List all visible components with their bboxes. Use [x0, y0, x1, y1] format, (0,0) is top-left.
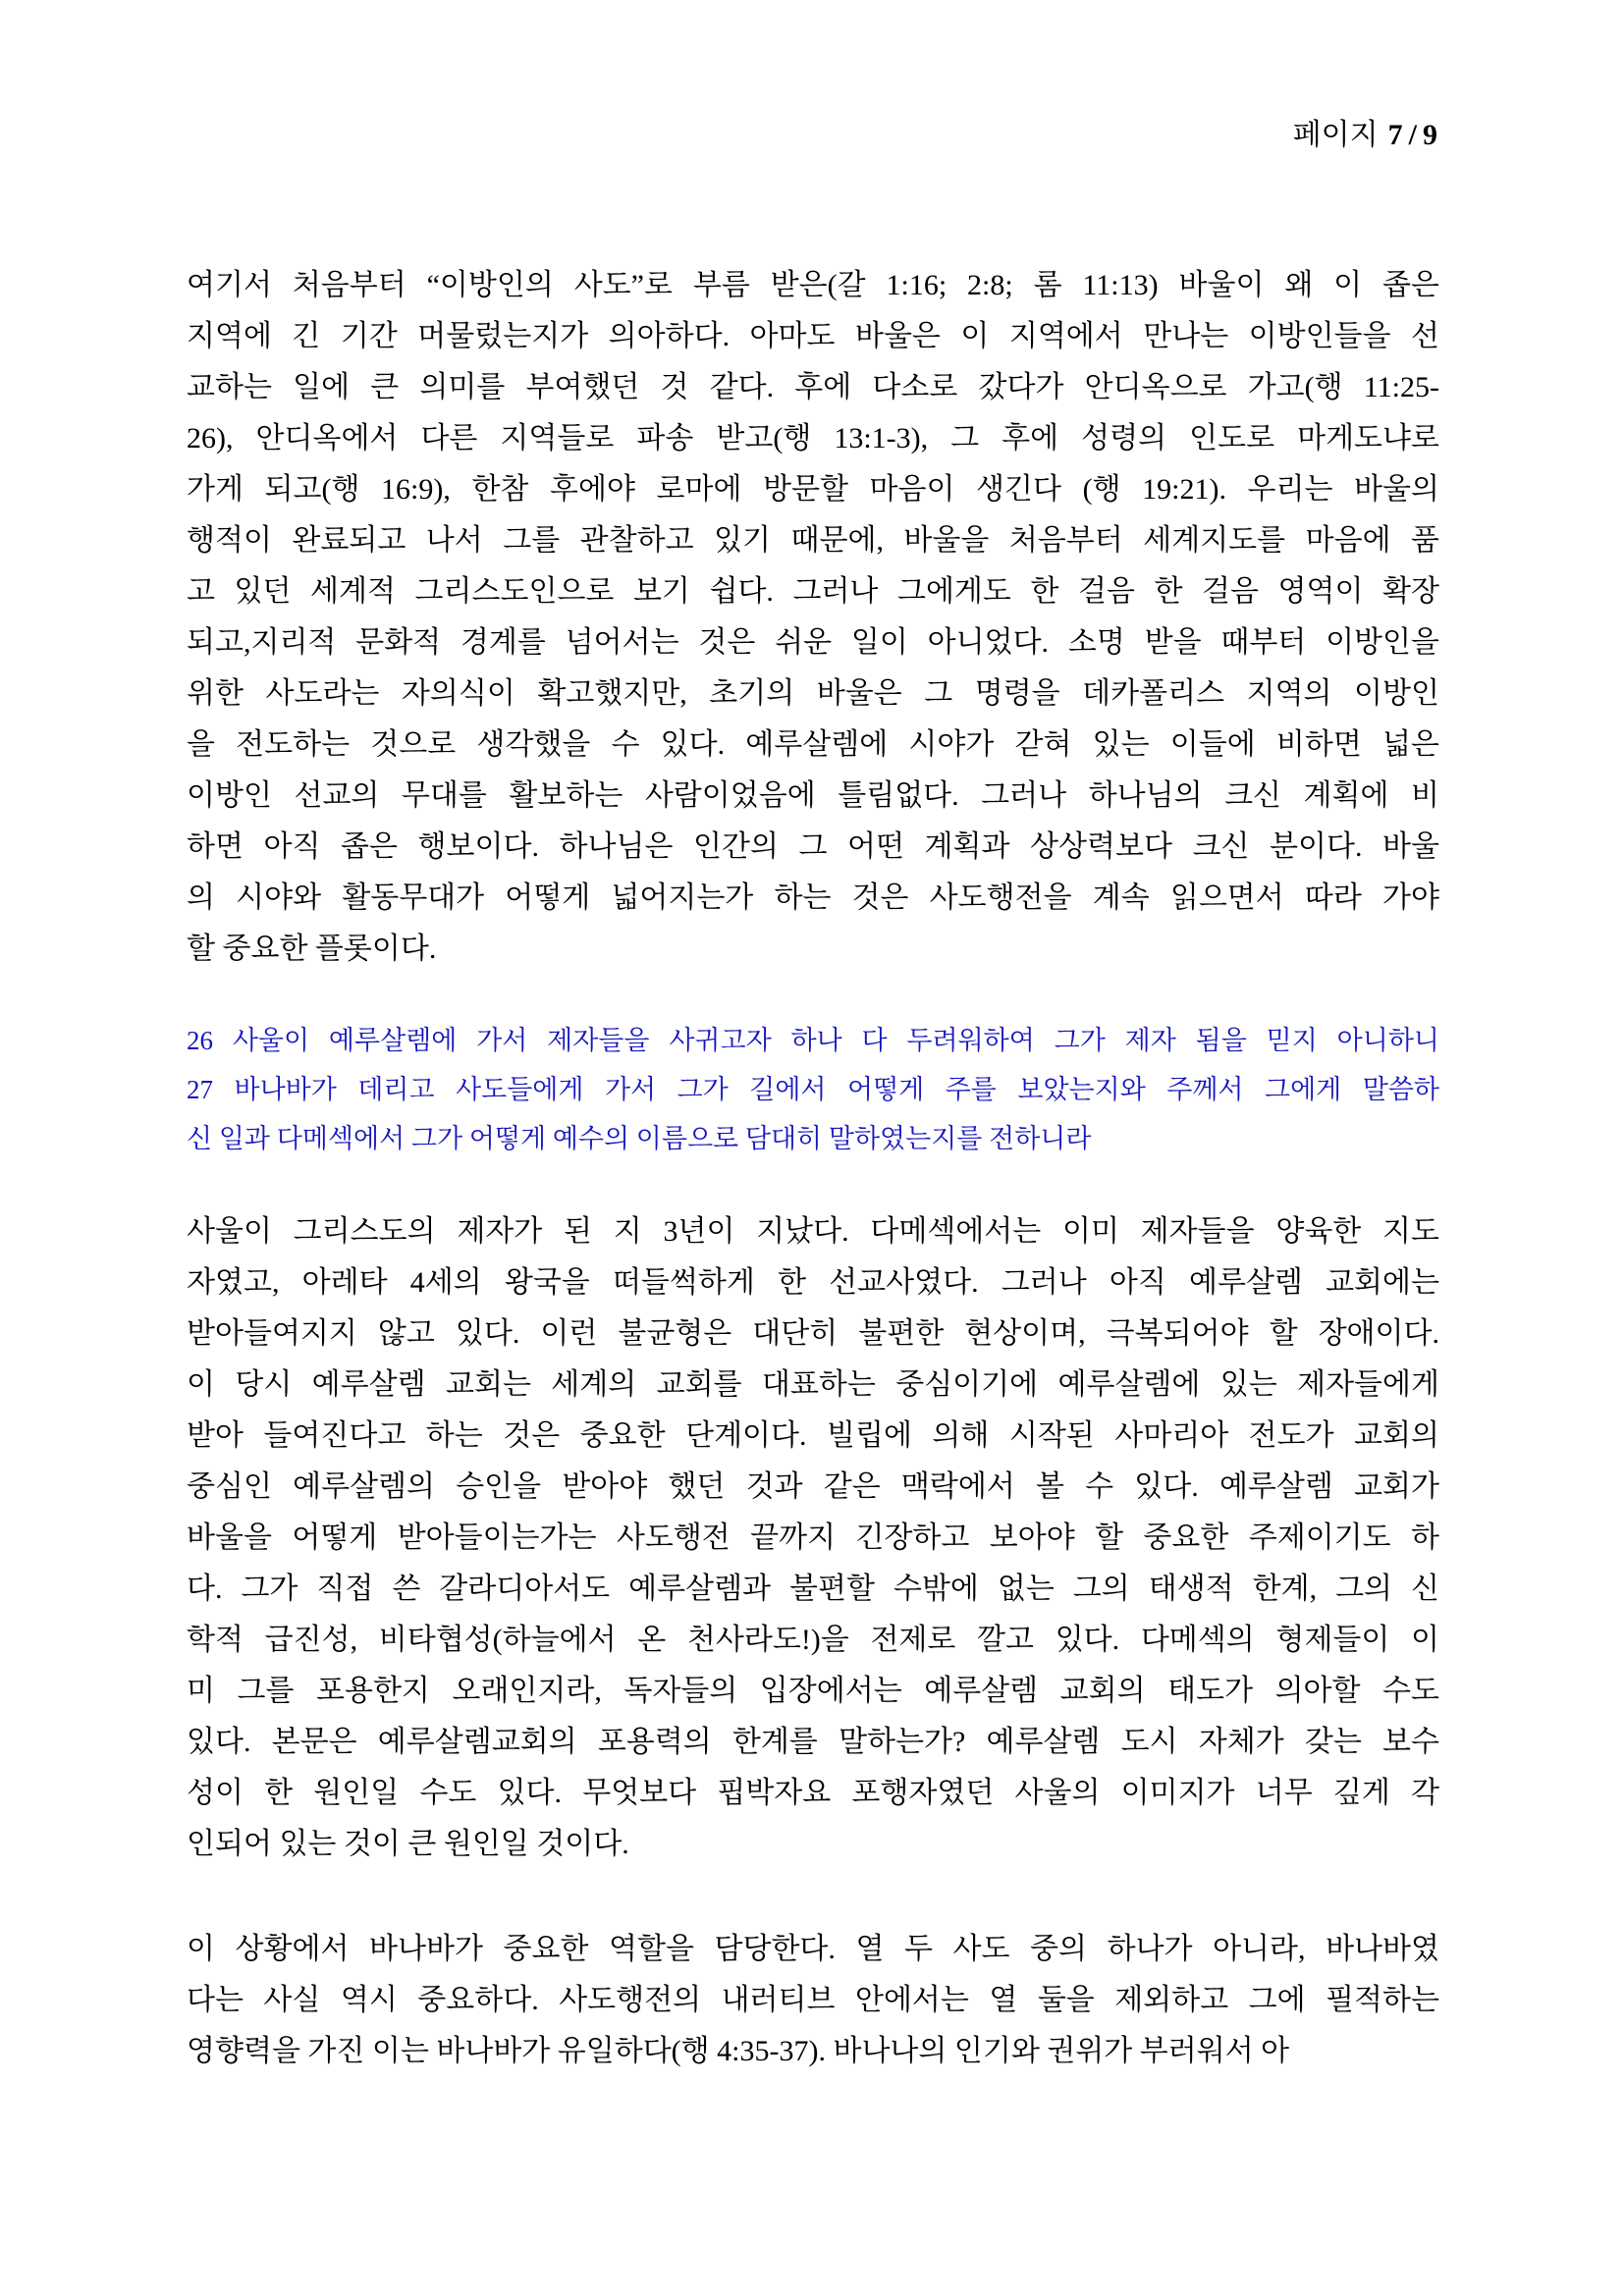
text-line: 26), 안디옥에서 다른 지역들로 파송 받고(행 13:1-3), 그 후에 성령의 인도로 마게도냐로	[187, 422, 1439, 454]
page-number-separator: /	[1408, 119, 1417, 151]
text-line: 인되어 있는 것이 큰 원인일 것이다.	[187, 1828, 629, 1860]
text-line: 고 있던 세계적 그리스도인으로 보기 쉽다. 그러나 그에게도 한 걸음 한 걸음 영역이 확장	[187, 575, 1439, 608]
page-label: 페이지	[1292, 119, 1379, 151]
text-line: 다는 사실 역시 중요하다. 사도행전의 내러티브 안에서는 열 둘을 제외하고 그에 필적하는	[187, 1984, 1439, 2016]
text-line: 다. 그가 직접 쓴 갈라디아서도 예루살렘과 불편할 수밖에 없는 그의 태생적 한계, 그의 신	[187, 1573, 1439, 1605]
text-line: 받아 들여진다고 하는 것은 중요한 단계이다. 빌립에 의해 시작된 사마리아 전도가 교회의	[187, 1419, 1439, 1452]
text-line: 교하는 일에 큰 의미를 부여했던 것 같다. 후에 다소로 갔다가 안디옥으로 가고(행 11:25-	[187, 371, 1439, 403]
text-line: 사울이 그리스도의 제자가 된 지 3년이 지났다. 다메섹에서는 이미 제자들을 양육한 지도	[187, 1215, 1439, 1248]
text-line: 하면 아직 좁은 행보이다. 하나님은 인간의 그 어떤 계획과 상상력보다 크신 분이다. 바울	[187, 830, 1439, 863]
text-line: 바울을 어떻게 받아들이는가는 사도행전 끝까지 긴장하고 보아야 할 중요한 주제이기도 하	[187, 1522, 1439, 1554]
text-line: 이방인 선교의 무대를 활보하는 사람이었음에 틀림없다. 그러나 하나님의 크신 계획에 비	[187, 779, 1439, 812]
text-line: 위한 사도라는 자의식이 확고했지만, 초기의 바울은 그 명령을 데카폴리스 지역의 이방인	[187, 677, 1439, 710]
text-line: 받아들여지지 않고 있다. 이런 불균형은 대단히 불편한 현상이며, 극복되어야 할 장애이다.	[187, 1317, 1439, 1350]
text-line: 가게 되고(행 16:9), 한참 후에야 로마에 방문할 마음이 생긴다 (행 19:21). 우리는 바울의	[187, 473, 1439, 506]
text-line: 미 그를 포용한지 오래인지라, 독자들의 입장에서는 예루살렘 교회의 태도가 의아할 수도	[187, 1675, 1439, 1707]
text-line: 여기서 처음부터 “이방인의 사도”로 부름 받은(갈 1:16; 2:8; 롬 11:13) 바울이 왜 이 좁은	[187, 269, 1439, 301]
commentary-paragraph-2	[187, 1206, 1439, 1870]
text-line: 이 당시 예루살렘 교회는 세계의 교회를 대표하는 중심이기에 예루살렘에 있는 제자들에게	[187, 1368, 1439, 1401]
commentary-paragraph-1	[187, 260, 1439, 975]
text-line: 되고,지리적 문화적 경계를 넘어서는 것은 쉬운 일이 아니었다. 소명 받을 때부터 이방인을	[187, 626, 1439, 659]
scripture-quote-acts-9-26-27	[187, 1016, 1439, 1163]
text-line: 할 중요한 플롯이다.	[187, 933, 437, 965]
text-line: 성이 한 원인일 수도 있다. 무엇보다 핍박자요 포행자였던 사울의 이미지가 너무 깊게 각	[187, 1777, 1439, 1809]
text-line: 27 바나바가 데리고 사도들에게 가서 그가 길에서 어떻게 주를 보았는지와 주께서 그에게 말씀하	[187, 1075, 1439, 1104]
text-line: 26 사울이 예루살렘에 가서 제자들을 사귀고자 하나 다 두려워하여 그가 제자 됨을 믿지 아니하니	[187, 1026, 1439, 1055]
text-line: 자였고, 아레타 4세의 왕국을 떠들썩하게 한 선교사였다. 그러나 아직 예루살렘 교회에는	[187, 1266, 1439, 1299]
text-line: 의 시야와 활동무대가 어떻게 넓어지는가 하는 것은 사도행전을 계속 읽으면서 따라 가야	[187, 881, 1439, 914]
page-number-header	[1293, 116, 1437, 155]
text-line: 지역에 긴 기간 머물렀는지가 의아하다. 아마도 바울은 이 지역에서 만나는 이방인들을 선	[187, 320, 1439, 352]
total-page-number: 9	[1423, 119, 1437, 151]
current-page-number: 7	[1387, 119, 1403, 151]
document-body	[187, 260, 1439, 2077]
text-line: 행적이 완료되고 나서 그를 관찰하고 있기 때문에, 바울을 처음부터 세계지도를 마음에 품	[187, 524, 1439, 557]
text-line: 있다. 본문은 예루살렘교회의 포용력의 한계를 말하는가? 예루살렘 도시 자체가 갖는 보수	[187, 1726, 1439, 1758]
text-line: 영향력을 가진 이는 바나바가 유일하다(행 4:35-37). 바나나의 인기와 권위가 부러워서 아	[187, 2035, 1290, 2067]
commentary-paragraph-3	[187, 1924, 1439, 2077]
text-line: 중심인 예루살렘의 승인을 받아야 했던 것과 같은 맥락에서 볼 수 있다. 예루살렘 교회가	[187, 1470, 1439, 1503]
text-line: 을 전도하는 것으로 생각했을 수 있다. 예루살렘에 시야가 갇혀 있는 이들에 비하면 넓은	[187, 728, 1439, 761]
text-line: 신 일과 다메섹에서 그가 어떻게 예수의 이름으로 담대히 말하였는지를 전하니라	[187, 1124, 1092, 1153]
text-line: 학적 급진성, 비타협성(하늘에서 온 천사라도!)을 전제로 깔고 있다. 다메섹의 형제들이 이	[187, 1624, 1439, 1656]
text-line: 이 상황에서 바나바가 중요한 역할을 담당한다. 열 두 사도 중의 하나가 아니라, 바나바였	[187, 1933, 1439, 1965]
